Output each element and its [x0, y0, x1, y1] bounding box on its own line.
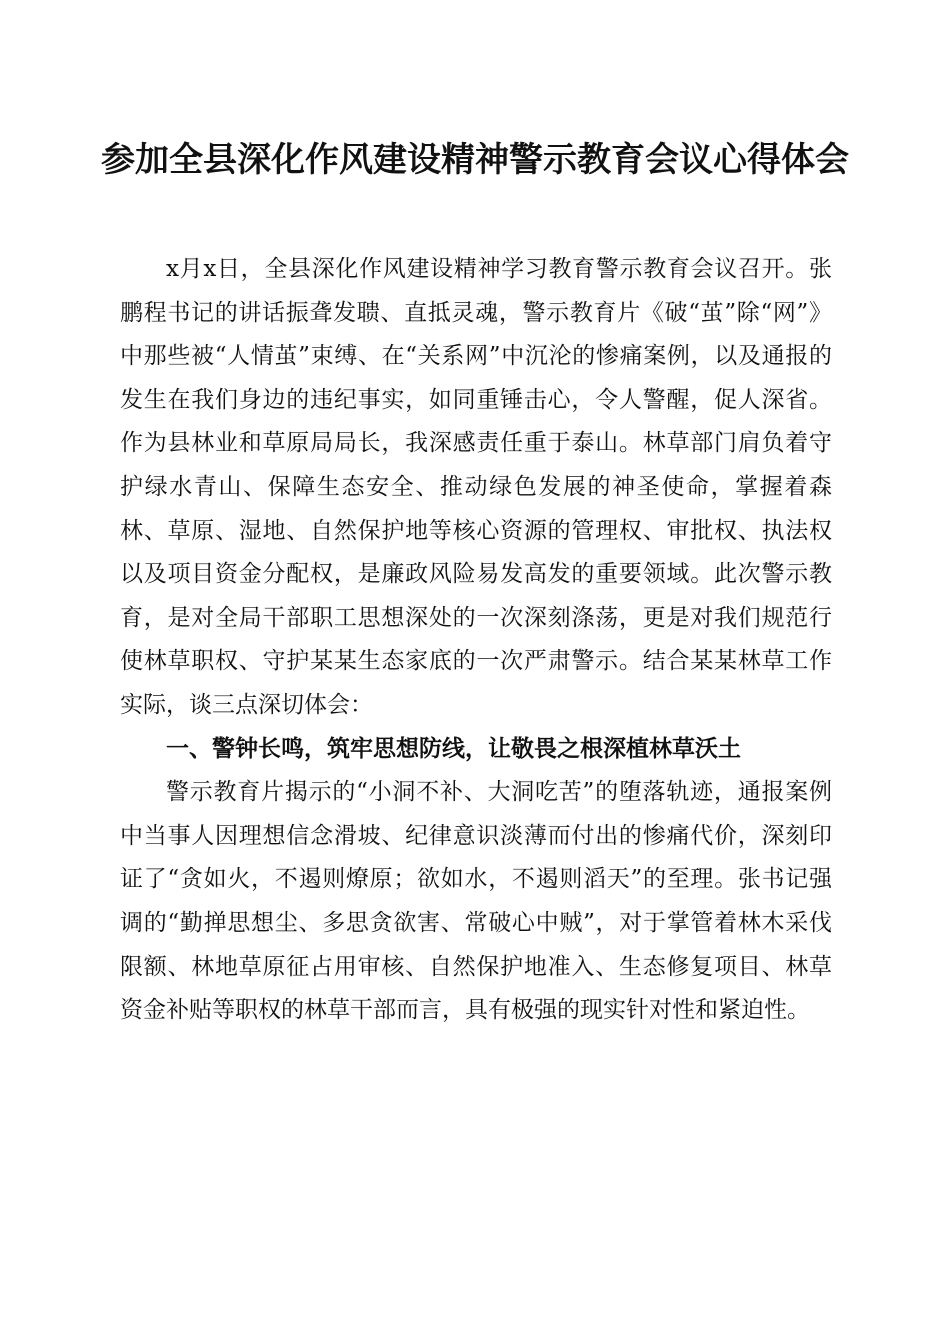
- page-title: 参加全县深化作风建设精神警示教育会议心得体会: [101, 140, 849, 180]
- document-body: [120, 248, 832, 1033]
- section-1-paragraph: 警示教育片揭示的“小洞不补、大洞吃苦”的堕落轨迹，通报案例中当事人因理想信念滑坡、纪律意识淡薄而付出的惨痛代价，深刻印证了“贪如火，不遏则燎原；欲如水，不遏则滔天”的至理。张书记强调的“勤掸思想尘、多思贪欲害、常破心中贼”，对于掌管着林木采伐限额、林地草原征占用审核、自然保护地准入、生态修复项目、林草资金补贴等职权的林草干部而言，具有极强的现实针对性和紧迫性。: [120, 779, 832, 1024]
- intro-paragraph: x月x日，全县深化作风建设精神学习教育警示教育会议召开。张鹏程书记的讲话振聋发聩、直抵灵魂，警示教育片《破“茧”除“网”》中那些被“人情茧”束缚、在“关系网”中沉沦的惨痛案例，以及通报的发生在我们身边的违纪事实，如同重锤击心，令人警醒，促人深省。作为县林业和草原局局长，我深感责任重于泰山。林草部门肩负着守护绿水青山、保障生态安全、推动绿色发展的神圣使命，掌握着森林、草原、湿地、自然保护地等核心资源的管理权、审批权、执法权以及项目资金分配权，是廉政风险易发高发的重要领域。此次警示教育，是对全局干部职工思想深处的一次深刻涤荡，更是对我们规范行使林草职权、守护某某生态家底的一次严肃警示。结合某某林草工作实际，谈三点深切体会：: [120, 256, 832, 718]
- section-heading-1: 一、警钟长鸣，筑牢思想防线，让敬畏之根深植林草沃土: [166, 735, 741, 762]
